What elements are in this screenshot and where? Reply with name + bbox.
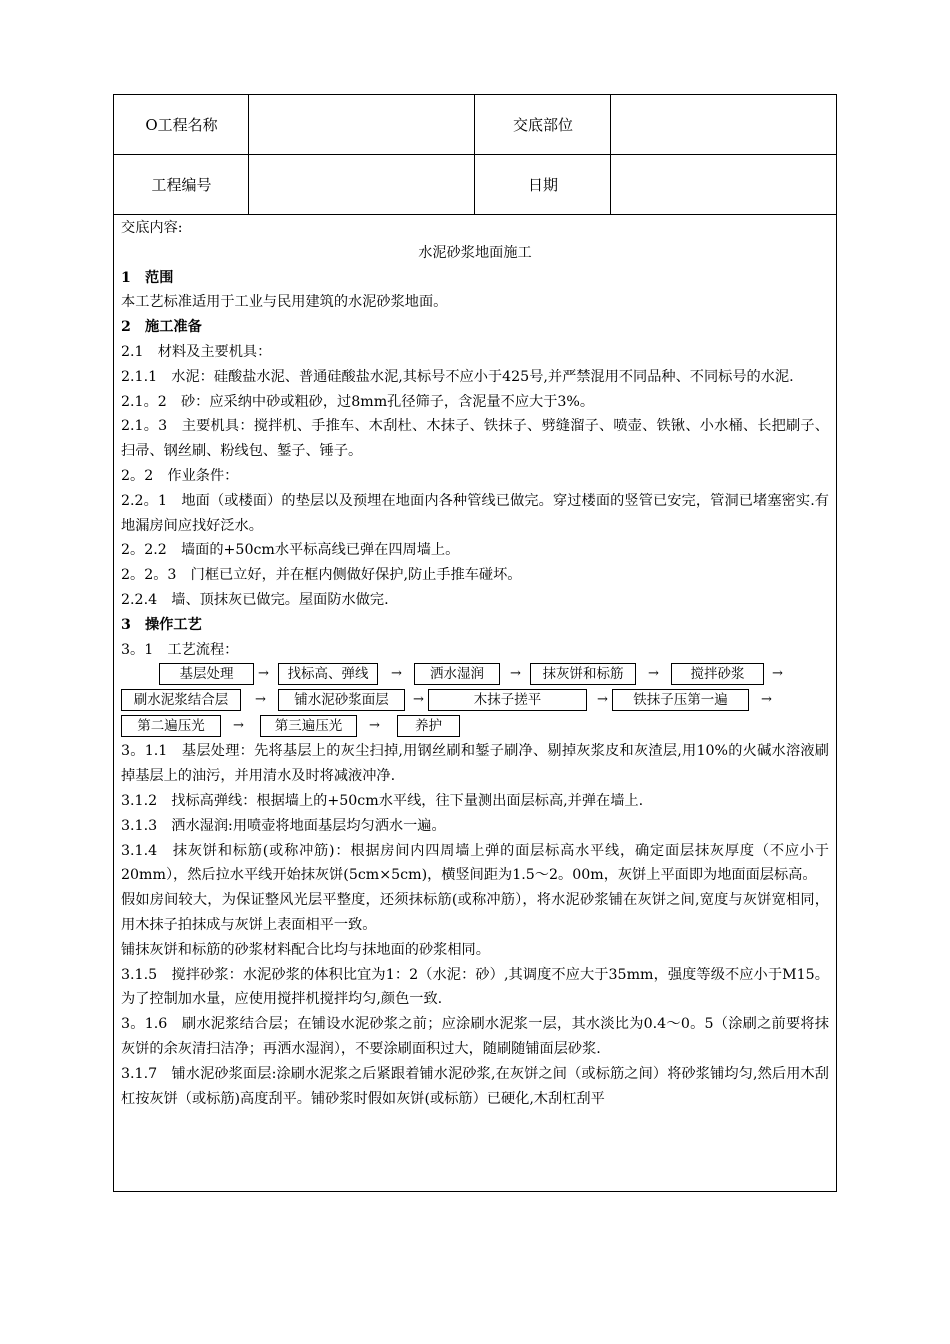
paragraph: 3。1 工艺流程： (121, 641, 239, 658)
section-heading: 3 操作工艺 (121, 616, 202, 633)
flow-arrow: → (369, 718, 380, 734)
paragraph: 3。1.1 基层处理：先将基层上的灰尘扫掉,用钢丝刷和錾子刷净、剔掉灰浆皮和灰渣层,用10%的火碱水溶液刷掉基层上的油污，并用清水及时将减液冲净. (121, 743, 829, 785)
flow-arrow: → (258, 666, 269, 682)
column-divider (610, 95, 611, 215)
paragraph: 3.1.2 找标高弹线：根据墙上的+50cm水平线，往下量测出面层标高,并弹在墙上. (121, 792, 644, 809)
flow-step: 木抹子搓平 (428, 689, 587, 711)
column-divider (474, 95, 475, 215)
paragraph: 2.1 材料及主要机具： (121, 343, 272, 360)
flow-arrow: → (648, 666, 659, 682)
flow-arrow: → (510, 666, 521, 682)
flow-step: 铺水泥砂浆面层 (278, 689, 405, 711)
section-heading: 2 施工准备 (121, 319, 202, 336)
section-heading: 1 范围 (121, 269, 174, 286)
paragraph: 3.1.5 搅拌砂浆：水泥砂浆的体积比宜为1：2（水泥：砂）,其调度不应大于35mm，强度等级不应小于M15。为了控制加水量，应使用搅拌机搅拌均匀,颜色一致. (121, 966, 829, 1008)
flow-step: 抹灰饼和标筋 (530, 663, 636, 685)
handover-part-value (611, 95, 837, 154)
flow-arrow: → (597, 692, 608, 708)
paragraph: 假如房间较大，为保证整风光层平整度，还须抹标筋(或称冲筋），将水泥砂浆铺在灰饼之间,宽度与灰饼宽相同，用木抹子拍抹成与灰饼上表面相平一致。 (121, 892, 829, 933)
flow-step: 养护 (397, 715, 460, 737)
header-row-2 (114, 155, 836, 215)
project-no-value (249, 155, 475, 214)
paragraph: 2.2。1 地面（或楼面）的垫层以及预埋在地面内各种管线已做完。穿过楼面的竖管已安完，管洞已堵塞密实.有地漏房间应找好泛水。 (121, 492, 829, 534)
flow-step: 找标高、弹线 (278, 663, 378, 685)
flow-arrow: → (255, 692, 266, 708)
paragraph: 2.1.1 水泥：硅酸盐水泥、普通硅酸盐水泥,其标号不应小于425号,并严禁混用不同品种、不同标号的水泥. (121, 368, 794, 385)
document-title: 水泥砂浆地面施工 (418, 244, 532, 261)
paragraph: 铺抹灰饼和标筋的砂浆材料配合比均与抹地面的砂浆相同。 (121, 941, 490, 958)
paragraph: 2.2.4 墙、顶抹灰已做完。屋面防水做完. (121, 591, 389, 608)
flow-step: 洒水湿润 (414, 663, 500, 685)
flow-step: 第三遍压光 (260, 715, 357, 737)
paragraph: 2。2 作业条件： (121, 467, 239, 484)
handover-part-label: 交底部位 (512, 116, 573, 134)
flow-step: 铁抹子压第一遍 (612, 689, 749, 711)
handover-form (113, 94, 837, 1192)
process-flow-diagram (121, 663, 829, 739)
flow-arrow: → (233, 718, 244, 734)
flow-step: 第二遍压光 (121, 715, 221, 737)
handover-content (121, 216, 829, 1111)
paragraph: 3.1.7 铺水泥砂浆面层:涂刷水泥浆之后紧跟着铺水泥砂浆,在灰饼之间（或标筋之间）将砂浆铺均匀,然后用木刮杠按灰饼（或标筋)高度刮平。铺砂浆时假如灰饼(或标筋）已硬化,木刮杠刮平 (121, 1065, 829, 1107)
flow-arrow: → (413, 692, 424, 708)
flow-step: 基层处理 (159, 663, 254, 685)
project-no-label: 工程编号 (151, 176, 212, 194)
paragraph: 3.1.4 抹灰饼和标筋(或称冲筋)：根据房间内四周墙上弹的面层标高水平线，确定面层抹灰厚度（不应小于20mm），然后拉水平线开始抹灰饼(5cm×5cm)，横竖间距为1.5～2。00m，灰饼上平面即为地面面层标高。 (121, 842, 829, 884)
flow-step: 搅拌砂浆 (671, 663, 764, 685)
content-label: 交底内容: (121, 220, 183, 236)
paragraph: 3。1.6 刷水泥浆结合层；在铺设水泥砂浆之前；应涂刷水泥浆一层，其水淡比为0.4～0。5（涂刷之前要将抹灰饼的余灰清扫洁净；再洒水湿润），不要涂刷面积过大，随刷随铺面层砂浆. (121, 1016, 829, 1057)
column-divider (248, 95, 249, 215)
project-name-value (249, 95, 475, 154)
project-name-label: O工程名称 (145, 116, 218, 134)
date-value (611, 155, 837, 214)
flow-arrow: → (761, 692, 772, 708)
flow-arrow: → (391, 666, 402, 682)
paragraph: 2。2。3 门框已立好，并在框内侧做好保护,防止手推车碰坏。 (121, 567, 522, 584)
paragraph: 2.1。2 砂：应采纳中砂或粗砂，过8mm孔径筛子，含泥量不应大于3%。 (121, 393, 595, 410)
paragraph: 2.1。3 主要机具：搅拌机、手推车、木刮杜、木抹子、铁抹子、劈缝溜子、喷壶、铁锹、小水桶、长把刷子、扫帚、钢丝刷、粉线包、錾子、锤子。 (121, 418, 829, 460)
paragraph: 3.1.3 洒水湿润:用喷壶将地面基层均匀洒水一遍。 (121, 817, 446, 834)
paragraph: 本工艺标准适用于工业与民用建筑的水泥砂浆地面。 (121, 294, 448, 311)
date-label: 日期 (527, 176, 558, 194)
flow-arrow: → (772, 666, 783, 682)
flow-step: 刷水泥浆结合层 (121, 689, 241, 711)
header-row-1 (114, 95, 836, 155)
paragraph: 2。2.2 墙面的+50cm水平标高线已弹在四周墙上。 (121, 542, 460, 559)
